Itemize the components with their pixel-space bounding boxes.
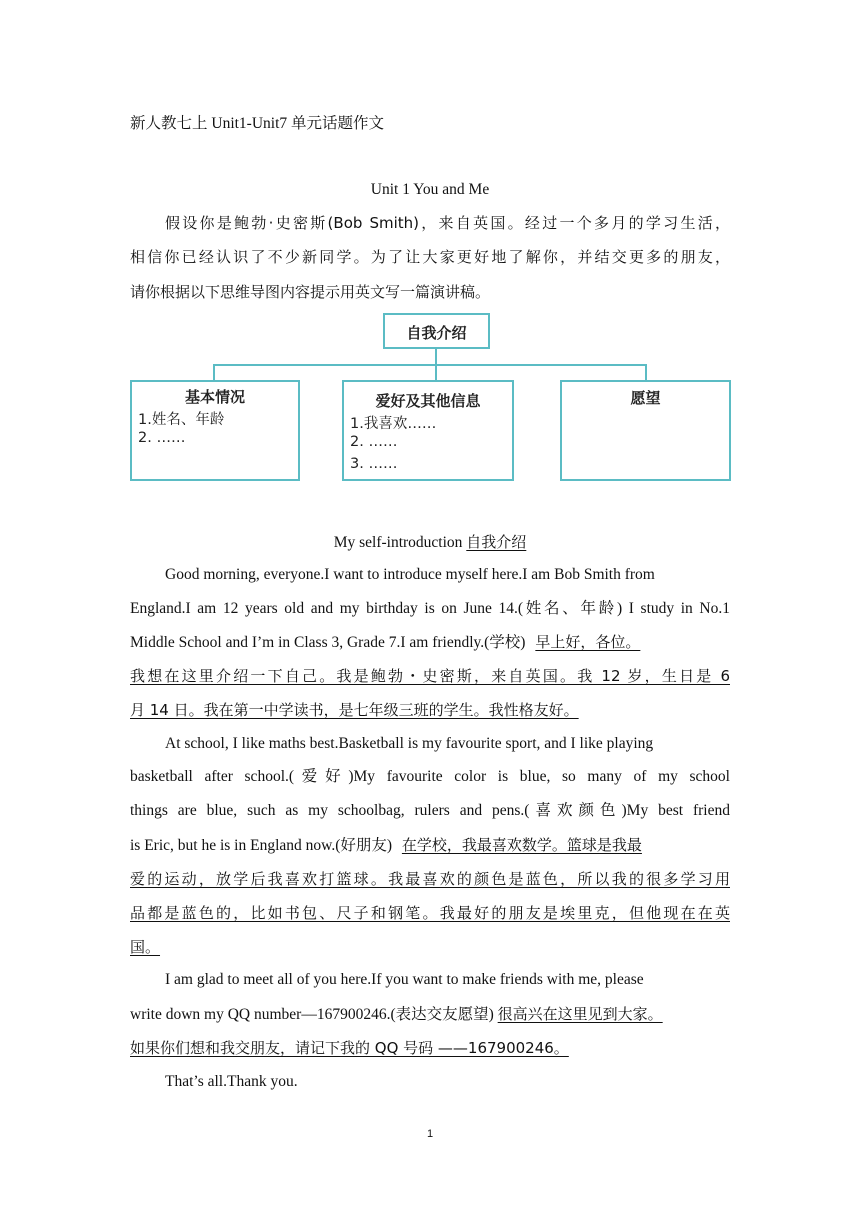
p1-line-3 — [130, 632, 730, 653]
node-item: 1.姓名、年龄 — [138, 412, 225, 428]
p2-line-4-en: is Eric, but he is in England now.(好朋友) — [130, 837, 393, 854]
p2-line-7: 国。 — [130, 938, 161, 956]
connector-right — [645, 364, 647, 380]
connector-root — [435, 349, 437, 365]
node-item: 1.我喜欢…… — [350, 416, 437, 432]
node-item: 2. …… — [138, 430, 186, 446]
document-title: 新人教七上 Unit1-Unit7 单元话题作文 — [130, 115, 385, 132]
p2-line-6: 品都是蓝色的，比如书包、尺子和钢笔。我最好的朋友是埃里克，但他现在在英 — [130, 904, 730, 922]
p4-line-1: That’s all.Thank you. — [165, 1073, 298, 1090]
mindmap-node-wish — [560, 380, 731, 481]
p3-line-2-cn: 很高兴在这里见到大家。 — [497, 1005, 663, 1023]
connector-horizontal — [213, 364, 646, 366]
p2-line-3: things are blue, such as my schoolbag, rulers and pens.(喜欢颜色)My best friend — [130, 802, 730, 819]
node-title: 爱好及其他信息 — [375, 392, 481, 410]
essay-title — [130, 532, 730, 553]
prompt-line-2: 相信你已经认识了不少新同学。为了让大家更好地了解你，并结交更多的朋友， — [130, 248, 730, 266]
prompt-line-3: 请你根据以下思维导图内容提示用英文写一篇演讲稿。 — [130, 283, 491, 301]
p1-line-3-cn: 早上好，各位。 — [535, 633, 641, 651]
node-title: 基本情况 — [184, 388, 245, 406]
p1-line-5: 月 14 日。我在第一中学读书，是七年级三班的学生。我性格友好。 — [130, 701, 579, 719]
p1-line-1: Good morning, everyone.I want to introduce myself here.I am Bob Smith from — [165, 566, 655, 583]
p2-line-4 — [130, 835, 730, 856]
p3-line-1: I am glad to meet all of you here.If you want to make friends with me, please — [165, 971, 644, 988]
mindmap-root-box — [383, 313, 490, 349]
mindmap-node-hobbies — [342, 380, 514, 481]
p1-line-3-en: Middle School and I’m in Class 3, Grade 7.I am friendly.(学校) — [130, 634, 526, 651]
mindmap-node-basic-info — [130, 380, 300, 481]
node-item: 2. …… — [350, 434, 398, 450]
page-number: 1 — [426, 1128, 434, 1140]
node-title: 愿望 — [630, 389, 661, 407]
mind-map-diagram — [128, 313, 732, 483]
essay-title-en: My self-introduction — [333, 534, 463, 551]
mindmap-root-label: 自我介绍 — [406, 324, 467, 342]
p2-line-2: basketball after school.(爱好)My favourite color is blue, so many of my school — [130, 768, 730, 785]
essay-title-cn: 自我介绍 — [466, 533, 527, 551]
connector-middle — [435, 364, 437, 380]
node-item: 3. …… — [350, 456, 398, 472]
p2-line-1: At school, I like maths best.Basketball is my favourite sport, and I like playing — [165, 735, 654, 752]
prompt-line-1: 假设你是鲍勃·史密斯(Bob Smith)，来自英国。经过一个多月的学习生活， — [165, 214, 730, 232]
p2-line-5: 爱的运动，放学后我喜欢打篮球。我最喜欢的颜色是蓝色，所以我的很多学习用 — [130, 870, 730, 888]
p1-line-2: England.I am 12 years old and my birthday is on June 14.(姓名、年龄) I study in No.1 — [130, 600, 730, 617]
p3-line-2-en: write down my QQ number—167900246.(表达交友愿望) — [130, 1006, 494, 1023]
p2-line-4-cn: 在学校，我最喜欢数学。篮球是我最 — [401, 836, 642, 854]
p1-line-4: 我想在这里介绍一下自己。我是鲍勃・史密斯，来自英国。我 12 岁，生日是 6 — [130, 667, 730, 685]
p3-line-2 — [130, 1004, 730, 1025]
unit-title: Unit 1 You and Me — [370, 181, 490, 198]
p3-line-3: 如果你们想和我交朋友，请记下我的 QQ 号码 ——167900246。 — [130, 1039, 569, 1057]
connector-left — [213, 364, 215, 380]
